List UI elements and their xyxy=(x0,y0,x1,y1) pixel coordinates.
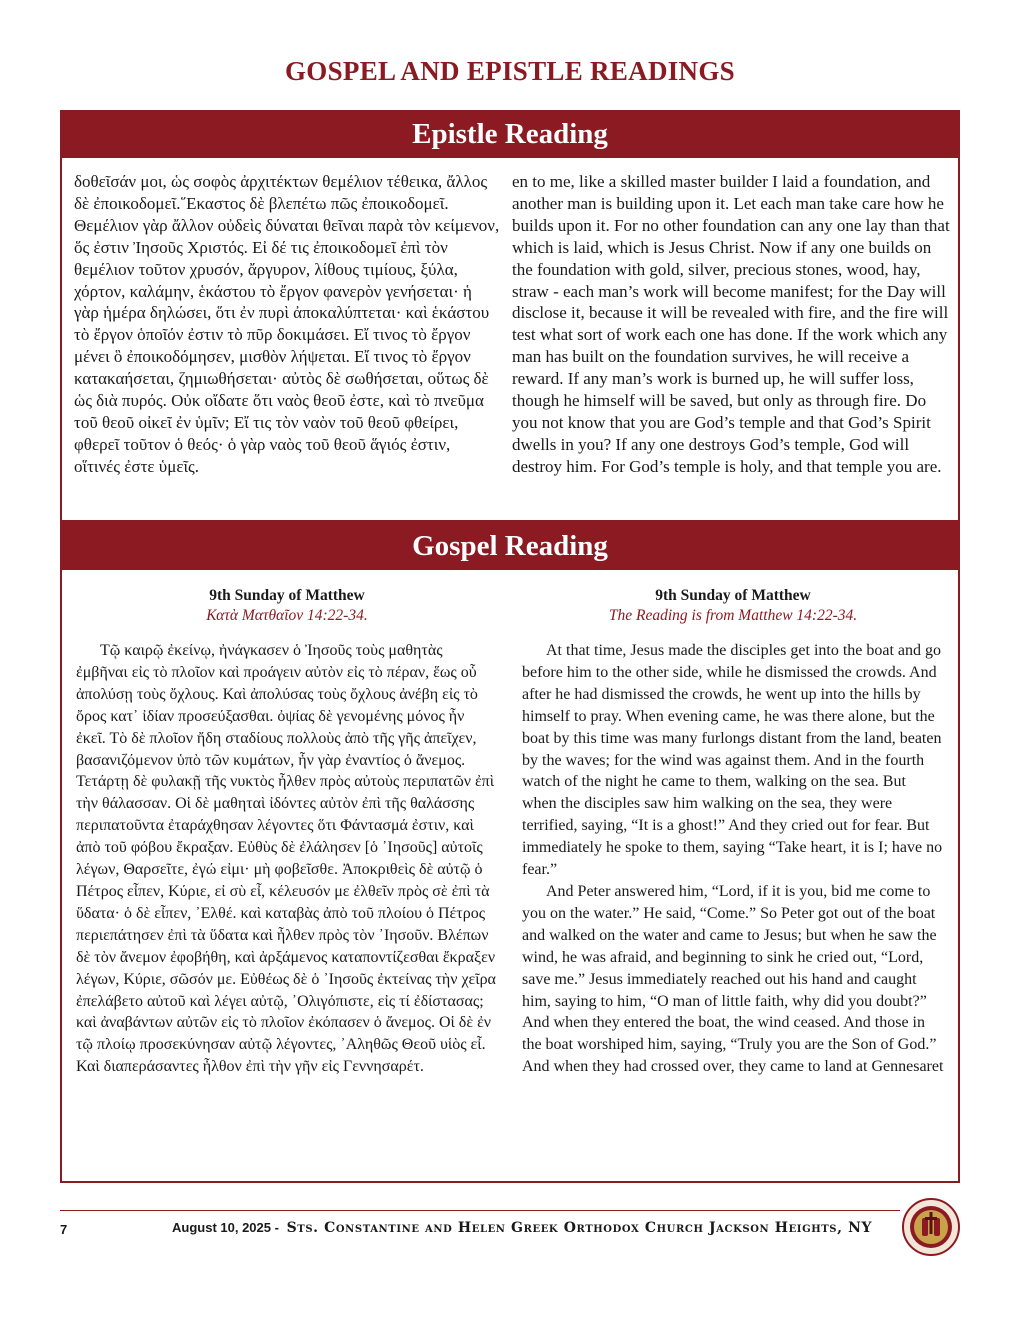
gospel-english-reference: The Reading is from Matthew 14:22-34. xyxy=(608,607,858,624)
gospel-greek-column xyxy=(62,570,498,1078)
epistle-greek-text: δοθεῖσάν μοι, ὡς σοφὸς ἀρχιτέκτων θεμέλιον τέθεικα, ἄλλος δὲ ἐποικοδομεῖ.῞Εκαστος δὲ βλεπέτω πῶς ἐποικοδομεῖ. Θεμέλιον γὰρ ἄλλον οὐδεὶς δύναται θεῖναι παρὰ τὸν κείμενον, ὅς ἐστιν Ἰησοῦς Χριστός. Εἰ δέ τις ἐποικοδομεῖ ἐπὶ τὸν θεμέλιον τοῦτον χρυσόν, ἄργυρον, λίθους τιμίους, ξύλα, χόρτον, καλάμην, ἑκάστου τὸ ἔργον φανερὸν γενήσεται· ἡ γὰρ ἡμέρα δηλώσει, ὅτι ἐν πυρὶ ἀποκαλύπτεται· καὶ ἑκάστου τὸ ἔργον ὁποῖόν ἐστιν τὸ πῦρ δοκιμάσει. Εἴ τινος τὸ ἔργον μένει ὃ ἐποικοδόμησεν, μισθὸν λήψεται. Εἴ τινος τὸ ἔργον κατακαήσεται, ζημιωθήσεται· αὐτὸς δὲ σωθήσεται, οὕτως δὲ ὡς διὰ πυρός. Οὐκ οἴδατε ὅτι ναὸς θεοῦ ἐστε, καὶ τὸ πνεῦμα τοῦ θεοῦ οἰκεῖ ἐν ὑμῖν; Εἴ τις τὸν ναὸν τοῦ θεοῦ φθείρει, φθερεῖ τοῦτον ὁ θεός· ὁ γὰρ ναὸς τοῦ θεοῦ ἅγιός ἐστιν, οἵτινές ἐστε ὑμεῖς. xyxy=(74,172,500,476)
gospel-english-paragraph-2: And Peter answered him, “Lord, if it is you, bid me come to you on the water.” He said, “Come.” So Peter got out of the boat and walked on the water and came to Jesus; but when he saw the wind, he was afraid, and beginning to sink he cried out, “Lord, save me.” Jesus immediately reached out his hand and caught him, saying to him, “O man of little faith, why did you doubt?” And when they entered the boat, the wind ceased. And those in the boat worshiped him, saying, “Truly you are the Son of God.” And when they had crossed over, they came to land at Gennesaret xyxy=(522,882,944,1076)
epistle-section xyxy=(60,110,960,522)
gospel-columns xyxy=(62,570,958,1078)
footer-text xyxy=(172,1220,872,1236)
footer-date: August 10, 2025 - xyxy=(172,1220,279,1235)
gospel-english-column xyxy=(522,570,958,1078)
gospel-section xyxy=(60,522,960,1183)
page-title: GOSPEL AND EPISTLE READINGS xyxy=(285,56,735,86)
epistle-english-text: en to me, like a skilled master builder I laid a foundation, and another man is building upon it. Let each man take care how he builds upon it. For no other foundation can any one lay than that which is laid, which is Jesus Christ. Now if any one builds on the foundation with gold, silver, precious stones, wood, hay, straw - each man’s work will become manifest; for the Day will disclose it, because it will be revealed with fire, and the fire will test what sort of work each one has done. If the work which any man has built on the foundation survives, he will receive a reward. If any man’s work is burned up, he will suffer loss, though he himself will be saved, but only as through fire. Do you not know that you are God’s temple and that God’s Spirit dwells in you? If any one destroys God’s temple, God will destroy him. For God’s temple is holy, and that temple you are. xyxy=(512,172,950,476)
footer-divider xyxy=(60,1210,900,1211)
epistle-header: Epistle Reading xyxy=(60,110,960,158)
gospel-english-paragraph-1: At that time, Jesus made the disciples get into the boat and go before him to the other side, while he dismissed the crowds. And after he had dismissed the crowds, he went up into the hills by himself to pray. When evening came, he was there alone, but the boat by this time was many furlongs distant from the land, beaten by the waves; for the wind was against them. And in the fourth watch of the night he came to them, walking on the sea. But when the disciples saw him walking on the sea, they were terrified, saying, “It is a ghost!” And they cried out for fear. But immediately he spoke to them, saying “Take heart, it is I; have no fear.” xyxy=(522,642,943,879)
gospel-greek-reference: Κατὰ Ματθαῖον 14:22-34. xyxy=(206,607,368,624)
gospel-greek-title: 9th Sunday of Matthew xyxy=(209,587,365,604)
epistle-columns xyxy=(62,158,958,478)
gospel-header: Gospel Reading xyxy=(60,522,960,570)
gospel-greek-text: Τῷ καιρῷ ἐκείνῳ, ἠνάγκασεν ὁ Ἰησοῦς τοὺς μαθητὰς ἐμβῆναι εἰς τὸ πλοῖον καὶ προάγειν αὐτὸν εἰς τὸ πέραν, ἕως οὗ ἀπολύσῃ τοὺς ὄχλους. Καὶ ἀπολύσας τοὺς ὄχλους ἀνέβη εἰς τὸ ὄρος κατ᾽ ἰδίαν προσεύξασθαι. ὀψίας δὲ γενομένης μόνος ἦν ἐκεῖ. Τὸ δὲ πλοῖον ἤδη σταδίους πολλοὺς ἀπὸ τῆς γῆς ἀπεῖχεν, βασανιζόμενον ὑπὸ τῶν κυμάτων, ἦν γὰρ ἐναντίος ὁ ἄνεμος. Τετάρτῃ δὲ φυλακῇ τῆς νυκτὸς ἦλθεν πρὸς αὐτοὺς περιπατῶν ἐπὶ τὴν θάλασσαν. Οἱ δὲ μαθηταὶ ἰδόντες αὐτὸν ἐπὶ τῆς θαλάσσης περιπατοῦντα ἐταράχθησαν λέγοντες ὅτι Φάντασμά ἐστιν, καὶ ἀπὸ τοῦ φόβου ἔκραξαν. Εὐθὺς δὲ ἐλάλησεν [ὁ ᾽Ιησοῦς] αὐτοῖς λέγων, Θαρσεῖτε, ἐγώ εἰμι· μὴ φοβεῖσθε. Ἀποκριθεὶς δὲ αὐτῷ ὁ Πέτρος εἶπεν, Κύριε, εἰ σὺ εἶ, κέλευσόν με ἐλθεῖν πρὸς σὲ ἐπὶ τὰ ὕδατα· ὁ δὲ εἶπεν, ᾽Ελθέ. καὶ καταβὰς ἀπὸ τοῦ πλοίου ὁ Πέτρος περιεπάτησεν ἐπὶ τὰ ὕδατα καὶ ἦλθεν πρὸς τὸν ᾽Ιησοῦν. Βλέπων δὲ τὸν ἄνεμον ἐφοβήθη, καὶ ἀρξάμενος καταποντίζεσθαι ἔκραξεν λέγων, Κύριε, σῶσόν με. Εὐθέως δὲ ὁ ᾽Ιησοῦς ἐκτείνας τὴν χεῖρα ἐπελάβετο αὐτοῦ καὶ λέγει αὐτῷ, ᾽Ολιγόπιστε, εἰς τί ἐδίστασας; καὶ ἀναβάντων αὐτῶν εἰς τὸ πλοῖον ἐκόπασεν ὁ ἄνεμος. Οἱ δὲ ἐν τῷ πλοίῳ προσεκύνησαν αὐτῷ λέγοντες, ᾽Αληθῶς Θεοῦ υἱὸς εἶ. Καὶ διαπεράσαντες ἦλθον ἐπὶ τὴν γῆν εἰς Γεννησαρέτ. xyxy=(76,642,496,1076)
page-number: 7 xyxy=(60,1222,68,1237)
footer-church-name: Sts. Constantine and Helen Greek Orthodox Church Jackson Heights, NY xyxy=(286,1220,873,1236)
church-seal-icon xyxy=(902,1198,960,1256)
gospel-english-title: 9th Sunday of Matthew xyxy=(655,587,811,604)
